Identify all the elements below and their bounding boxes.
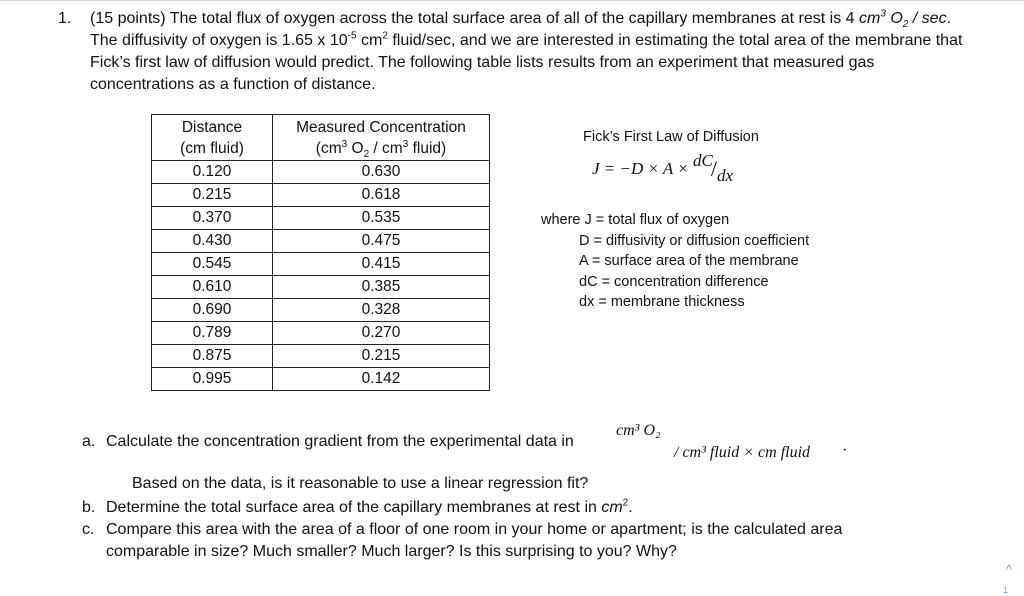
part-c-label: c. bbox=[82, 521, 95, 538]
part-a-label: a. bbox=[82, 433, 96, 450]
header-concentration-line1: Measured Concentration bbox=[296, 119, 466, 136]
table-row bbox=[152, 253, 490, 276]
part-b-text: Determine the total surface area of the capillary membranes at rest in bbox=[106, 499, 602, 516]
fick-law-title: Fick’s First Law of Diffusion bbox=[583, 129, 759, 145]
definition-j: where J = total flux of oxygen bbox=[541, 212, 730, 228]
part-a bbox=[82, 431, 574, 453]
definition-dc: dC = concentration difference bbox=[579, 273, 769, 290]
formula-slash: / bbox=[710, 156, 717, 181]
header-concentration bbox=[273, 115, 490, 161]
top-border bbox=[0, 0, 1024, 1]
concentration-table bbox=[151, 114, 490, 391]
question-text-part: . The diffusivity of oxygen is 1.65 x 10 bbox=[90, 10, 952, 49]
question-points: (15 points) bbox=[90, 10, 166, 27]
concentration-cell: 0.535 bbox=[273, 207, 490, 230]
flux-unit: cm bbox=[858, 10, 881, 27]
formula-dc: dC bbox=[692, 151, 713, 170]
variable-definitions bbox=[541, 210, 809, 313]
flux-unit-sub: 2 bbox=[902, 19, 909, 31]
distance-cell: 0.995 bbox=[152, 368, 273, 391]
header-concentration-line2: ($cm^3$ $O_2 / cm^3$ fluid) bbox=[315, 138, 447, 161]
distance-cell: 0.545 bbox=[152, 253, 273, 276]
part-c-line1: Compare this area with the area of a floor of one room in your home or apartment; is the calculated area bbox=[106, 521, 843, 538]
concentration-cell: 0.328 bbox=[273, 299, 490, 322]
question-text bbox=[90, 8, 968, 96]
concentration-cell: 0.475 bbox=[273, 230, 490, 253]
concentration-cell: 0.630 bbox=[273, 161, 490, 184]
definition-dx: dx = membrane thickness bbox=[579, 294, 745, 310]
part-b-unit-exp: 2 bbox=[622, 497, 629, 509]
unit-trailing-dot: · bbox=[842, 442, 848, 459]
diffusivity-exp: -5 bbox=[347, 30, 357, 42]
unit-numerator: cm³ O₂ bbox=[616, 422, 661, 439]
unit-denominator: / cm³ fluid × cm fluid bbox=[674, 444, 811, 461]
header-distance bbox=[152, 115, 273, 161]
part-a-followup: Based on the data, is it reasonable to use a linear regression fit? bbox=[132, 475, 589, 492]
table-row bbox=[152, 368, 490, 391]
table-row bbox=[152, 184, 490, 207]
question-text-part: cm bbox=[356, 32, 383, 49]
concentration-cell: 0.385 bbox=[273, 276, 490, 299]
table-row bbox=[152, 207, 490, 230]
question-1 bbox=[58, 8, 968, 96]
distance-cell: 0.789 bbox=[152, 322, 273, 345]
gradient-unit-fraction bbox=[612, 420, 862, 470]
header-distance-line1: Distance bbox=[181, 119, 243, 136]
concentration-cell: 0.270 bbox=[273, 322, 490, 345]
part-b-unit: cm bbox=[601, 499, 623, 516]
part-c bbox=[82, 519, 912, 563]
distance-cell: 0.690 bbox=[152, 299, 273, 322]
distance-cell: 0.120 bbox=[152, 161, 273, 184]
scroll-up-icon[interactable]: ^ bbox=[1005, 562, 1012, 577]
question-text-part: The total flux of oxygen across the total surface area of all of the capillary membranes at rest is 4 bbox=[165, 10, 859, 27]
part-b-end: . bbox=[628, 499, 633, 516]
table-row bbox=[152, 161, 490, 184]
diffusivity-unit-exp: 2 bbox=[382, 30, 388, 42]
part-c-line2: comparable in size? Much smaller? Much larger? Is this surprising to you? Why? bbox=[106, 543, 677, 560]
flux-unit-o: O bbox=[890, 10, 903, 27]
table-row bbox=[152, 322, 490, 345]
concentration-cell: 0.415 bbox=[273, 253, 490, 276]
distance-cell: 0.610 bbox=[152, 276, 273, 299]
table-header-row bbox=[152, 115, 490, 161]
page-marker: 1 bbox=[1002, 585, 1008, 595]
concentration-cell: 0.142 bbox=[273, 368, 490, 391]
header-distance-line2: (cm fluid) bbox=[180, 140, 244, 157]
definition-d: D = diffusivity or diffusion coefficient bbox=[579, 232, 810, 249]
flux-unit-exp: 3 bbox=[880, 8, 886, 20]
table-row bbox=[152, 276, 490, 299]
part-a-text: Calculate the concentration gradient from the experimental data in bbox=[106, 433, 574, 450]
fick-law-formula bbox=[592, 151, 733, 185]
concentration-cell: 0.618 bbox=[273, 184, 490, 207]
question-text-part: fluid/sec, and we are interested in estimating the total area of the membrane that Fick’s first law of diffusion would predict. The following table lists results from an experiment that measured gas concentrations as a function of distance. bbox=[90, 32, 963, 93]
concentration-cell: 0.215 bbox=[273, 345, 490, 368]
table-row bbox=[152, 230, 490, 253]
distance-cell: 0.875 bbox=[152, 345, 273, 368]
table-row bbox=[152, 299, 490, 322]
flux-unit-tail: / sec bbox=[908, 10, 947, 27]
distance-cell: 0.430 bbox=[152, 230, 273, 253]
table-row bbox=[152, 345, 490, 368]
distance-cell: 0.370 bbox=[152, 207, 273, 230]
definition-a: A = surface area of the membrane bbox=[579, 253, 799, 269]
part-b bbox=[82, 497, 633, 519]
distance-cell: 0.215 bbox=[152, 184, 273, 207]
formula-dx: dx bbox=[716, 166, 733, 185]
part-b-label: b. bbox=[82, 499, 96, 516]
question-number: 1. bbox=[58, 10, 72, 27]
formula-lhs: J = −D × A × bbox=[592, 159, 693, 178]
